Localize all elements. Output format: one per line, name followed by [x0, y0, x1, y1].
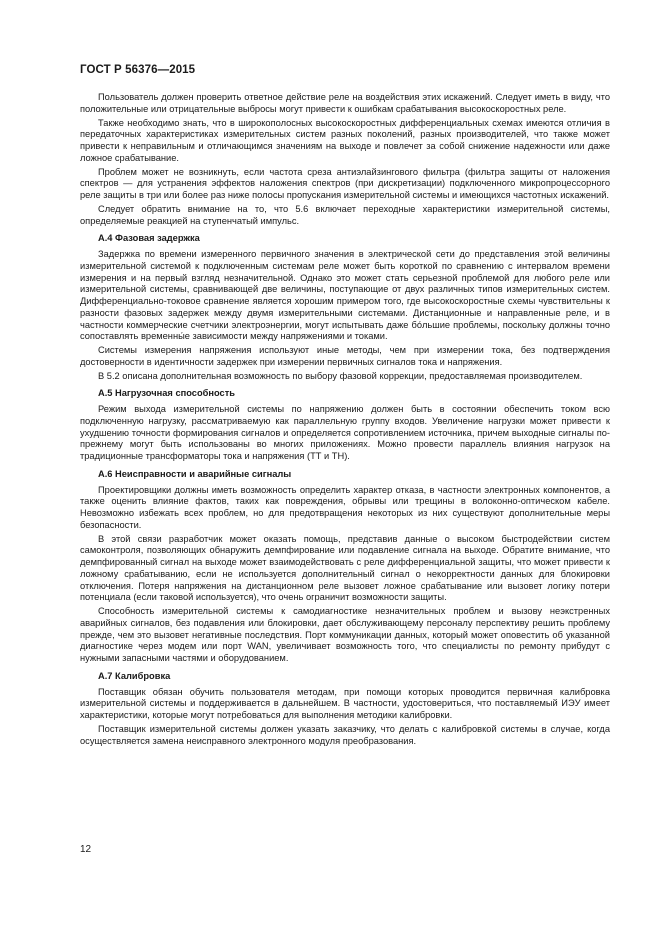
paragraph: Способность измерительной системы к самодиагностике незначительных проблем и вызову неэкстренных аварийных сигналов, без подавления или блокировки, дает обслуживающему персоналу перспективу решить проблему прежде, чем это вызовет негативные последствия. Порт коммуникации данных, который может оповестить об указанной диагностике через модем или порт WAN, увеличивает возможность того, что специалисты по ремонту прибудут с нужными запасными частями и оборудованием. — [80, 606, 610, 663]
paragraph: Режим выхода измерительной системы по напряжению должен быть в состоянии обеспечить током всю подключенную нагрузку, рассматриваемую как параллельную группу входов. Увеличение нагрузки может привести к ухудшению точности формирования сигналов и определяется сопротивлением источника, причем выходные сигналы по-прежнему могут быть использованы во многих приложениях. Можно провести параллель влияния нагрузок на традиционные трансформаторы тока и напряжения (ТТ и ТН). — [80, 404, 610, 461]
document-body — [80, 92, 610, 749]
paragraph: Проектировщики должны иметь возможность определить характер отказа, в частности электронных компонентов, а также оценить влияние фактов, таких как повреждения, обрывы или трещины в волоконно-оптическом кабеле. Невозможно избежать всех проблем, но для предотвращения некоторых из них существуют дополнительные меры безопасности. — [80, 484, 610, 530]
paragraph: Системы измерения напряжения используют иные методы, чем при измерении тока, без подтверждения достоверности в идентичности задержек при измерении первичных сигналов тока и напряжения. — [80, 345, 610, 367]
document-header: ГОСТ Р 56376—2015 — [80, 64, 196, 76]
section-heading-a7: А.7 Калибровка — [98, 670, 171, 681]
paragraph: В 5.2 описана дополнительная возможность по выбору фазовой коррекции, предоставляемая производителем. — [98, 370, 583, 381]
page-number: 12 — [80, 844, 92, 855]
section-heading-a4: А.4 Фазовая задержка — [98, 233, 200, 244]
paragraph: В этой связи разработчик может оказать помощь, представив данные о высоком быстродействии систем самоконтроля, позволяющих обнаружить демпфирование или подавление сигнала на выходе. Обратите внимание, что демпфированный сигнал на выходе может взаимодействовать с реле дифференциальной защиты, что может привести к ложному срабатыванию, если не используется дополнительный сигнал о некорректности данных для блокировки отключения. Потеря напряжения на дистанционном реле вызовет ложное срабатывание или вызовет логику потери потенциала (если таковой используется), что очень ограничит возможности защиты. — [80, 533, 610, 603]
paragraph: Поставщик измерительной системы должен указать заказчику, что делать с калибровкой системы в случае, когда осуществляется замена неисправного электронного модуля преобразования. — [80, 723, 610, 746]
paragraph: Следует обратить внимание на то, что 5.6 включает переходные характеристики измерительной системы, определяемые реакцией на ступенчатый импульс. — [80, 203, 610, 226]
paragraph: Также необходимо знать, что в широкополосных высокоскоростных дифференциальных схемах имеются отличия в передаточных характеристиках измерительных систем разных поколений, разных производителей, что также может привести к неправильным и отличающимся значениям на выходе и повлечет за собой снижение надежности или даже ложное срабатывание. — [80, 117, 610, 163]
paragraph: Поставщик обязан обучить пользователя методам, при помощи которых проводится первичная калибровка измерительной системы и поддерживается в дальнейшем. В частности, удостовериться, что поставляемый ИЭУ имеет характеристики, которые могут потребоваться для выполнения методики калибровки. — [80, 686, 610, 720]
section-heading-a6: А.6 Неисправности и аварийные сигналы — [98, 468, 292, 479]
paragraph: Задержка по времени измеренного первичного значения в электрической сети до представления этой величины измерительной системой к подключенным системам реле может быть короткой по сравнению с интервалом времени измерения и на первый взгляд незначительной. Однако это может стать серьезной проблемой для любого реле или измерительной системы, сравнивающей две величины, поступающие от двух различных типов измерительных систем. Дифференциально-токовое сравнение является хорошим примером того, где высокоскоростные схемы чувствительны к разности фазовых задержек между двумя измерительными системами. Дистанционные и направленные реле, и в частности коммерческие счетчики электроэнергии, могут испытывать даже бо́льшие проблемы, поскольку должны точно сопоставлять временны́е зависимости между напряжениями и токами. — [80, 249, 610, 342]
paragraph: Проблем может не возникнуть, если частота среза антиэлайзингового фильтра (фильтра защиты от наложения спектров — для устранения эффектов наложения спектров (при дискретизации) подключенного микропроцессорного реле защиты в три или более раз ниже полосы пропускания измерительной системы и имеющихся частотных искажений. — [80, 166, 610, 200]
section-heading-a5: А.5 Нагрузочная способность — [98, 388, 235, 399]
paragraph: Пользователь должен проверить ответное действие реле на воздействия этих искажений. Следует иметь в виду, что положительные или отрицательные выбросы могут привести к ошибкам срабатывания высокоскоростных реле. — [80, 92, 610, 114]
